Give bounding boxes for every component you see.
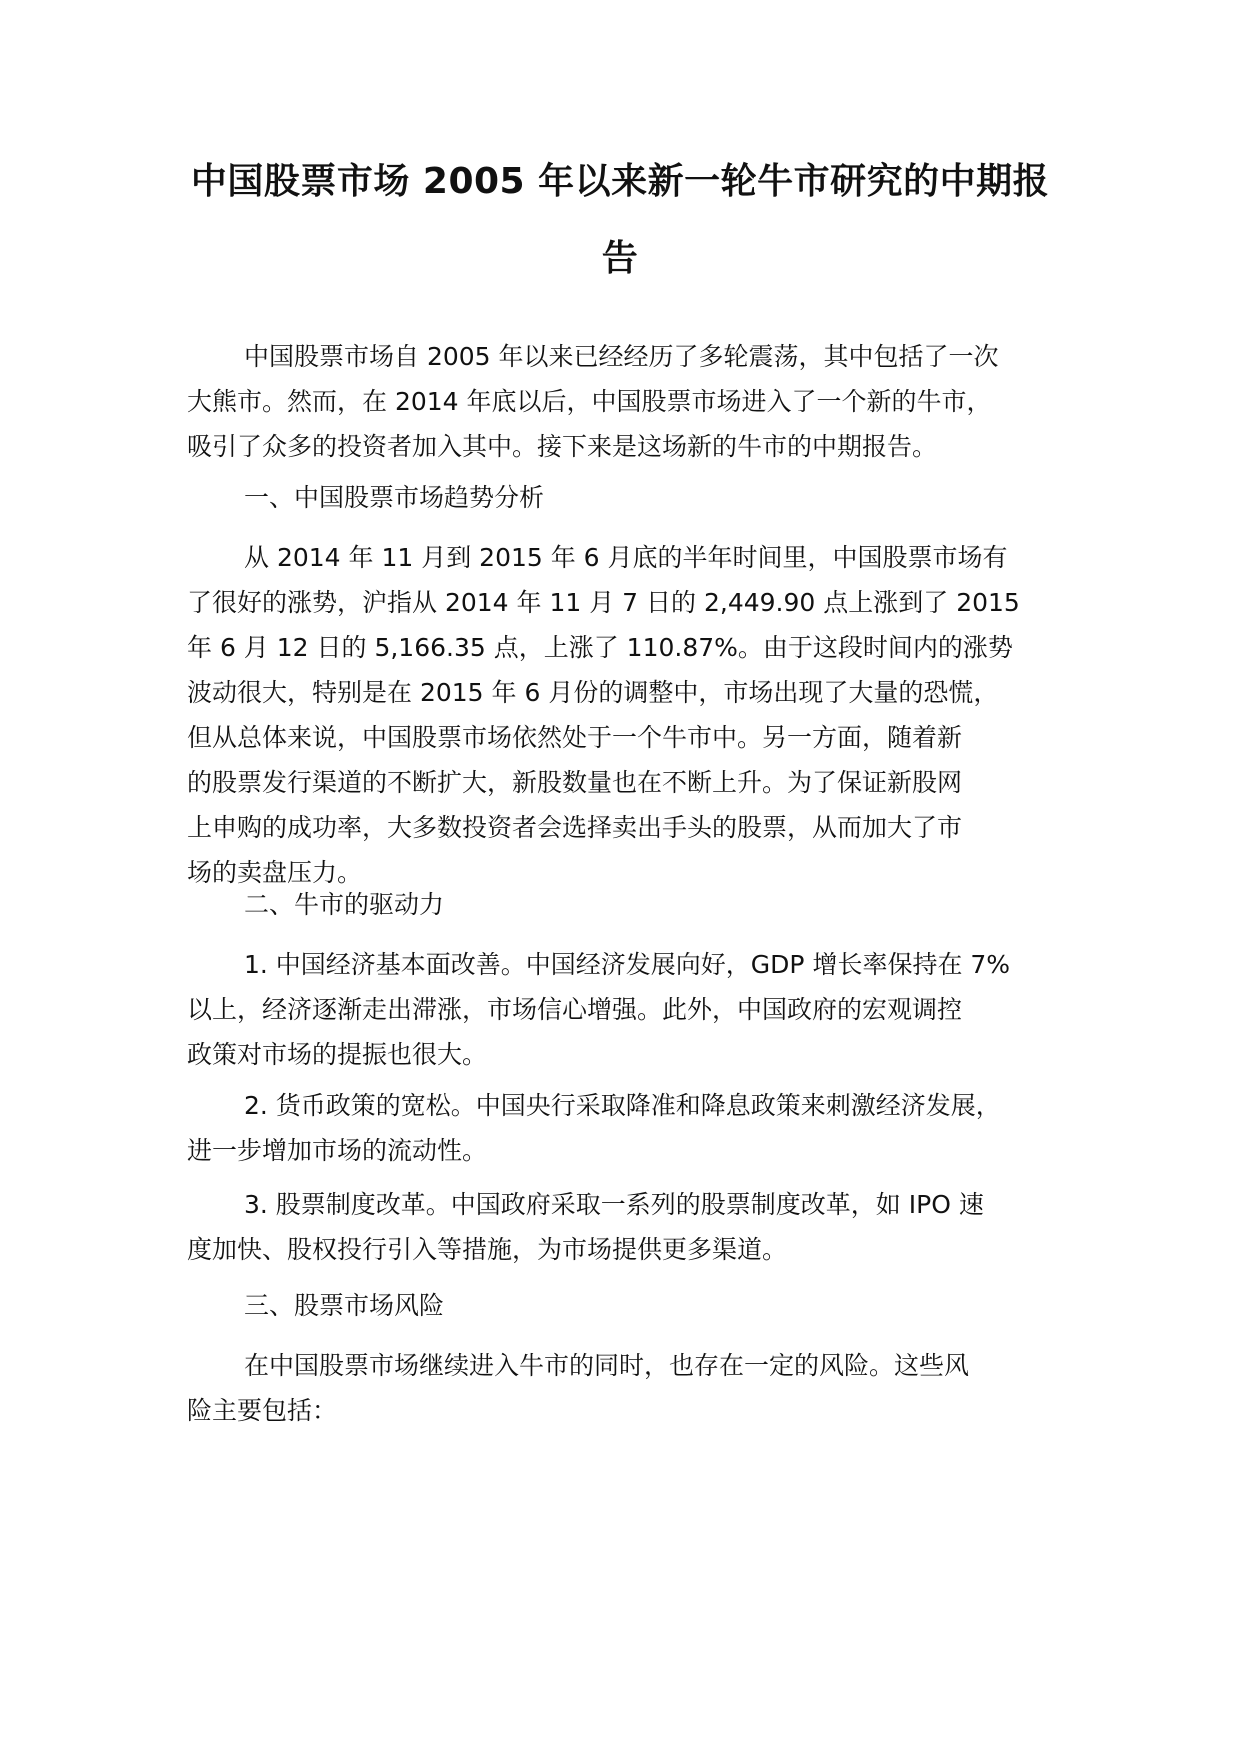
section-1-paragraph (187, 535, 1087, 895)
section-1-heading (187, 475, 1087, 520)
section-1-line: 波动很大，特别是在 2015 年 6 月份的调整中，市场出现了大量的恐慌， (187, 678, 999, 707)
document-title-line-2: 告 (601, 238, 639, 279)
list-item-line: 2. 货币政策的宽松。中国央行采取降准和降息政策来刺激经济发展， (244, 1091, 1001, 1120)
list-item-line: 以上，经济逐渐走出滞涨，市场信心增强。此外，中国政府的宏观调控 (187, 995, 963, 1024)
list-item-line: 进一步增加市场的流动性。 (187, 1136, 488, 1165)
section-3-heading (187, 1283, 1087, 1328)
list-item-line: 政策对市场的提振也很大。 (187, 1040, 488, 1069)
section-1-line: 场的卖盘压力。 (187, 858, 363, 887)
section-1-line: 的股票发行渠道的不断扩大，新股数量也在不断上升。为了保证新股网 (187, 768, 963, 797)
list-item-1 (187, 942, 1087, 1077)
section-heading-text: 二、牛市的驱动力 (244, 890, 445, 919)
section-1-line: 年 6 月 12 日的 5,166.35 点，上涨了 110.87%。由于这段时间内的涨势 (187, 633, 1013, 662)
section-1-line: 上申购的成功率，大多数投资者会选择卖出手头的股票，从而加大了市 (187, 813, 963, 842)
intro-line: 中国股票市场自 2005 年以来已经经历了多轮震荡，其中包括了一次 (244, 342, 999, 371)
section-2-heading (187, 882, 1087, 927)
section-heading-text: 三、股票市场风险 (244, 1291, 445, 1320)
list-item-line: 3. 股票制度改革。中国政府采取一系列的股票制度改革，如 IPO 速 (244, 1190, 984, 1219)
section-1-line: 但从总体来说，中国股票市场依然处于一个牛市中。另一方面，随着新 (187, 723, 963, 752)
list-item-2 (187, 1083, 1087, 1173)
document-title-line-1: 中国股票市场 2005 年以来新一轮牛市研究的中期报 (190, 161, 1050, 202)
intro-line: 吸引了众多的投资者加入其中。接下来是这场新的牛市的中期报告。 (187, 432, 938, 461)
list-item-3 (187, 1182, 1087, 1272)
list-item-line: 1. 中国经济基本面改善。中国经济发展向好，GDP 增长率保持在 7% (244, 950, 1011, 979)
section-3-line: 险主要包括： (187, 1396, 338, 1425)
section-1-line: 从 2014 年 11 月到 2015 年 6 月底的半年时间里，中国股票市场有 (244, 543, 1008, 572)
section-heading-text: 一、中国股票市场趋势分析 (244, 483, 545, 512)
list-item-line: 度加快、股权投行引入等措施，为市场提供更多渠道。 (187, 1235, 788, 1264)
section-3-paragraph (187, 1343, 1087, 1433)
section-1-line: 了很好的涨势，沪指从 2014 年 11 月 7 日的 2,449.90 点上涨到了 2015 (187, 588, 1020, 617)
intro-paragraph (187, 334, 1087, 469)
section-3-line: 在中国股票市场继续进入牛市的同时，也存在一定的风险。这些风 (244, 1351, 970, 1380)
intro-line: 大熊市。然而，在 2014 年底以后，中国股票市场进入了一个新的牛市， (187, 387, 992, 416)
